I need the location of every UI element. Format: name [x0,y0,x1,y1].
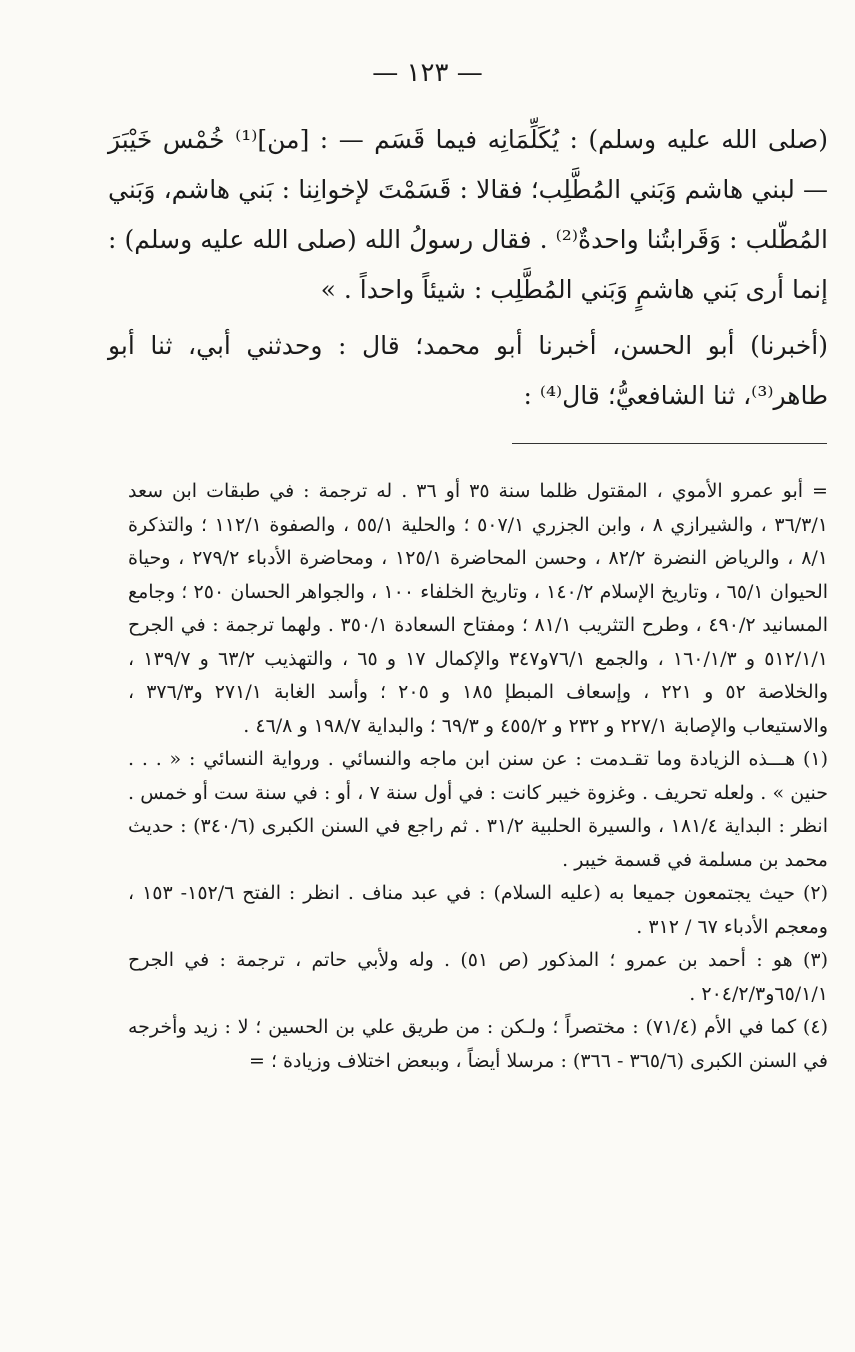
footnote-1: (١) هـــذه الزيادة وما تقـدمت : عن سنن ابن ماجه والنسائي . ورواية النسائي : « . . . حنين » . ولعله تحريف . وغزوة خيبر كانت : في أول سنة ٧ ، أو : في سنة ست أو خمس . انظر : البداية ١٨١/٤ ، والسيرة الحلبية ٣١/٢ . ثم راجع في السنن الكبرى (٣٤٠/٦) : حديث محمد بن مسلمة في قسمة خيبر . [128,748,828,871]
page-number: — ١٢٣ — [372,58,483,88]
footnotes [128,475,828,1078]
main-paragraph-2: (أخبرنا) أبو الحسن، أخبرنا أبو محمد؛ قال : وحدثني أبي، ثنا أبو طاهر⁽³⁾، ثنا الشافعيُّ؛ قال⁽⁴⁾ : [108,331,828,410]
footnote-3: (٣) هو : أحمد بن عمرو ؛ المذكور (ص ٥١) . وله ولأبي حاتم ، ترجمة : في الجرح ٦٥/١/١و٢٠٤/٢/٣ . [128,949,828,1005]
footnote-divider [512,443,827,444]
main-paragraph-1: (صلى الله عليه وسلم) : يُكَلِّمَانِه فيما قَسَم — : [من]⁽¹⁾ خُمْس خَيْبَرَ — لبني هاشم وَبَني المُطَّلِب؛ فقالا : قَسَمْتَ لإخوانِنا : بَني هاشم، وَبَني المُطّلب : وَقَرابتُنا واحدةٌ⁽²⁾ . فقال رسولُ الله (صلى الله عليه وسلم) : إنما أرى بَني هاشمٍ وَبَني المُطَّلِب : شيئاً واحداً . » [108,125,829,304]
main-text [108,115,828,427]
footnote-2: (٢) حيث يجتمعون جميعا به (عليه السلام) : في عبد مناف . انظر : الفتح ١٥٢/٦- ١٥٣ ، ومعجم الأدباء ٦٧ / ٣١٢ . [128,882,829,938]
footnote-continuation: = أبو عمرو الأموي ، المقتول ظلما سنة ٣٥ أو ٣٦ . له ترجمة : في طبقات ابن سعد ٣٦/٣/١ ، والشيرازي ٨ ، وابن الجزري ٥٠٧/١ ؛ والحلية ٥٥/١ ، والصفوة ١١٢/١ ؛ والتذكرة ٨/١ ، والرياض النضرة ٨٢/٢ ، وحسن المحاضرة ١٢٥/١ ، ومحاضرة الأدباء ٢٧٩/٢ ، وحياة الحيوان ٦٥/١ ، وتاريخ الإسلام ١٤٠/٢ ، وتاريخ الخلفاء ١٠٠ ، والجواهر الحسان ٢٥٠ ؛ وجامع المسانيد ٤٩٠/٢ ، وطرح التثريب ٨١/١ ؛ ومفتاح السعادة ٣٥٠/١ . ولهما ترجمة : في الجرح ٥١٢/١/١ و ١٦٠/١/٣ ، والجمع ٧٦/١و٣٤٧ والإكمال ١٧ و ٦٥ ، والتهذيب ٦٣/٢ و ١٣٩/٧ ، والخلاصة ٥٢ و ٢٢١ ، وإسعاف المبطإ ١٨٥ و ٢٠٥ ؛ وأسد الغابة ٢٧١/١ و٣٧٦/٣ ، والاستيعاب والإصابة ٢٢٧/١ و ٢٣٢ و ٤٥٥/٢ و ٦٩/٣ ؛ والبداية ١٩٨/٧ و ٤٦/٨ . [128,480,829,737]
footnote-4: (٤) كما في الأم (٧١/٤) : مختصراً ؛ ولـكن : من طريق علي بن الحسين ؛ لا : زيد وأخرجه في السنن الكبرى (٣٦٥/٦ - ٣٦٦) : مرسلا أيضاً ، وببعض اختلاف وزيادة ؛ = [128,1016,828,1072]
